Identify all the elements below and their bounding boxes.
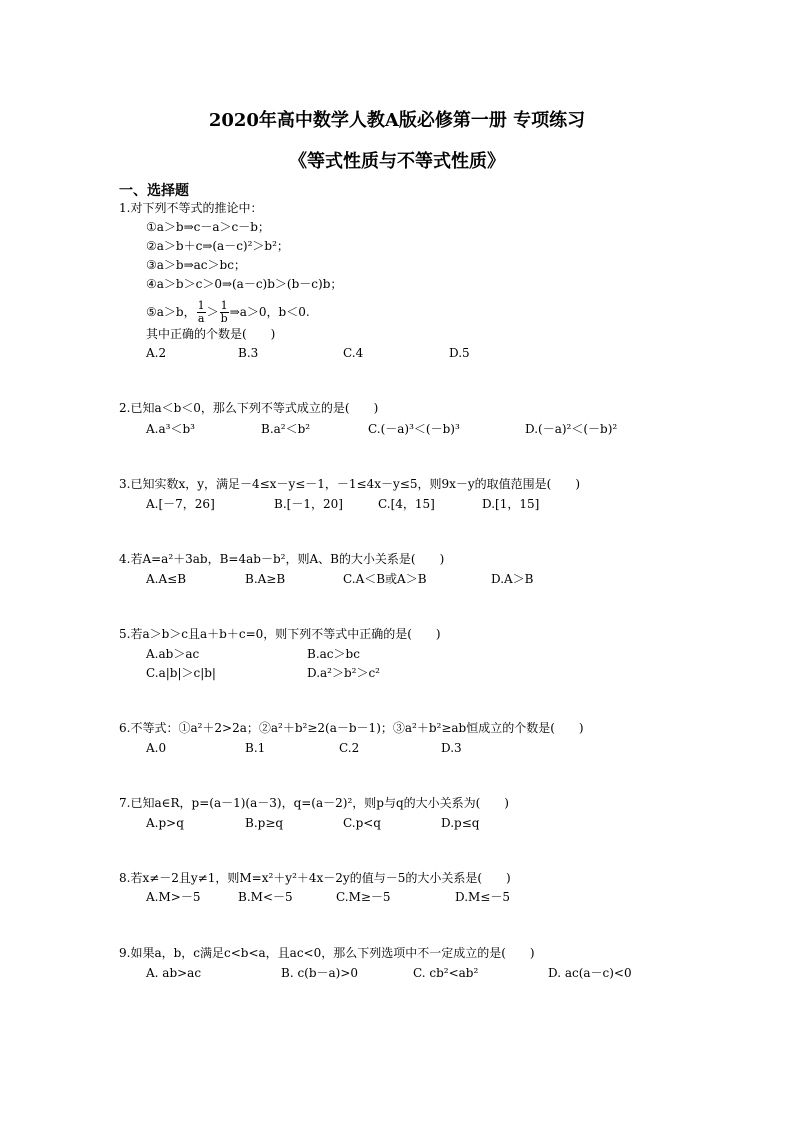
option-c[interactable]: C.p<q [343,816,381,830]
statement-1: ①a＞b⇒c－a＞c－b； [146,220,270,234]
question-stem: 4.若A=a²＋3ab，B=4ab－b²，则A、B的大小关系是( ) [119,552,445,566]
document-title: 2020年高中数学人教A版必修第一册 专项练习 [208,110,586,131]
option-a[interactable]: A.a³＜b³ [146,422,195,436]
question-stem: 8.若x≠－2且y≠1，则M=x²＋y²＋4x－2y的值与－5的大小关系是( ) [119,871,511,885]
question-stem: 5.若a＞b＞c且a＋b＋c=0，则下列不等式中正确的是( ) [119,627,441,641]
fraction-denominator: a [197,312,205,325]
option-d[interactable]: D.a²＞b²＞c² [307,666,380,680]
option-a[interactable]: A.[－7，26] [146,497,215,511]
question-stem: 2.已知a＜b＜0，那么下列不等式成立的是( ) [119,401,379,415]
statement-5-prefix: ⑤a＞b， [146,305,196,319]
option-d[interactable]: D. ac(a－c)<0 [548,966,632,980]
section-heading: 一、选择题 [119,183,189,199]
option-d[interactable]: D.M≤－5 [455,890,510,904]
option-b[interactable]: B.1 [245,741,266,755]
statement-4: ④a＞b＞c＞0⇒(a－c)b＞(b－c)b； [146,277,343,291]
option-a[interactable]: A.p>q [146,816,184,830]
fraction-1-over-a [197,300,206,325]
option-a[interactable]: A. ab>ac [146,966,202,980]
option-c[interactable]: C.M≥－5 [336,890,391,904]
option-d[interactable]: D.A＞B [491,572,534,586]
option-a[interactable]: A.ab＞ac [146,647,200,661]
option-a[interactable]: A.M>－5 [146,890,201,904]
option-c[interactable]: C.[4，15] [378,497,435,511]
option-c[interactable]: C.(－a)³＜(－b)³ [368,422,460,436]
option-c[interactable]: C.a|b|＞c|b| [146,666,216,680]
question-stem: 7.已知a∈R，p=(a－1)(a－3)，q=(a－2)²，则p与q的大小关系为( ) [119,796,509,810]
question-stem: 3.已知实数x，y，满足－4≤x－y≤－1，－1≤4x－y≤5，则9x－y的取值范围是( ) [119,477,581,491]
statement-3: ③a＞b⇒ac＞bc； [146,258,246,272]
greater-than-sign: ＞ [206,305,219,319]
question-ask: 其中正确的个数是( ) [146,327,276,341]
option-b[interactable]: B. c(b－a)>0 [281,966,359,980]
option-b[interactable]: B.p≥q [245,816,284,830]
option-a[interactable]: A.0 [146,741,167,755]
fraction-1-over-b [220,300,229,325]
option-a[interactable]: A.2 [146,346,167,360]
document-subtitle: 《等式性质与不等式性质》 [289,151,505,172]
option-d[interactable]: D.3 [441,741,462,755]
option-a[interactable]: A.A≤B [146,572,187,586]
statement-5 [146,300,310,325]
option-d[interactable]: D.[1，15] [482,497,540,511]
option-b[interactable]: B.[－1，20] [274,497,343,511]
statement-5-suffix: ⇒a＞0，b＜0. [229,305,310,319]
option-b[interactable]: B.ac＞bc [307,647,360,661]
option-b[interactable]: B.M<－5 [238,890,293,904]
option-d[interactable]: D.5 [449,346,470,360]
option-b[interactable]: B.3 [238,346,259,360]
option-c[interactable]: C. cb²<ab² [413,966,479,980]
option-d[interactable]: D.p≤q [441,816,480,830]
question-stem: 1.对下列不等式的推论中： [119,201,263,215]
option-c[interactable]: C.2 [339,741,360,755]
fraction-denominator: b [220,312,228,325]
fraction-numerator: 1 [197,299,205,312]
option-c[interactable]: C.A＜B或A＞B [343,572,427,586]
option-c[interactable]: C.4 [343,346,364,360]
statement-2: ②a＞b＋c⇒(a－c)²＞b²； [146,239,289,253]
option-d[interactable]: D.(－a)²＜(－b)² [525,422,618,436]
fraction-numerator: 1 [220,299,228,312]
question-stem: 9.如果a，b，c满足c<b<a，且ac<0，那么下列选项中不一定成立的是( ) [119,946,535,960]
question-stem: 6.不等式：①a²＋2>2a；②a²＋b²≥2(a－b－1)；③a²＋b²≥ab恒成立的个数是( ) [119,721,584,735]
option-b[interactable]: B.A≥B [245,572,286,586]
option-b[interactable]: B.a²＜b² [261,422,311,436]
